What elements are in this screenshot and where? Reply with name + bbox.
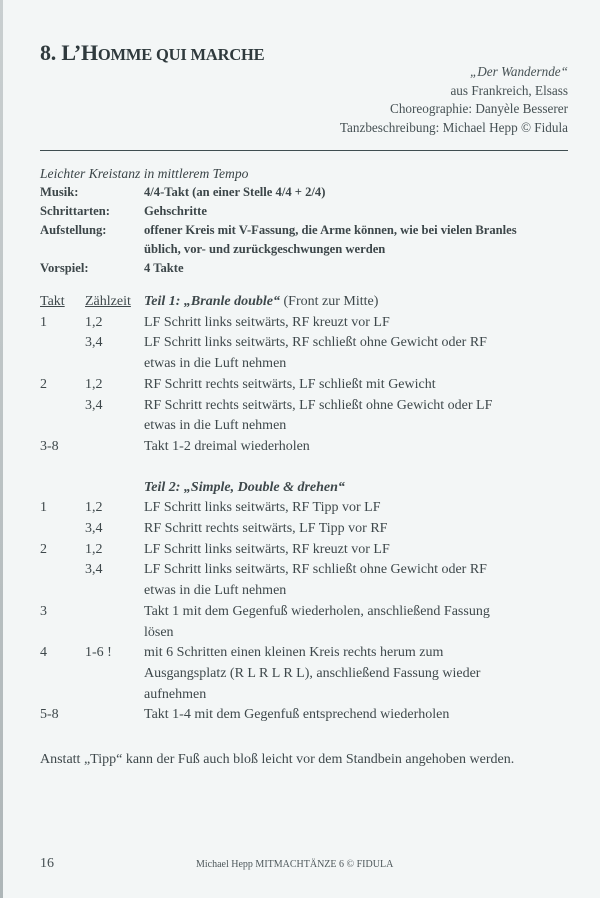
info-row-vorspiel <box>40 259 524 278</box>
table-row <box>40 313 500 334</box>
part1-heading <box>144 292 500 313</box>
info-row-schrittarten <box>40 202 524 221</box>
info-label: Schrittarten: <box>40 204 110 218</box>
step-text: LF Schritt links seitwärts, RF schließt ohne Gewicht oder RF etwas in die Luft nehmen <box>144 562 487 599</box>
step-text: RF Schritt rechts seitwärts, LF schließt mit Gewicht <box>144 376 436 392</box>
count-cell: 3,4 <box>85 335 103 351</box>
count-cell: 1,2 <box>85 314 103 330</box>
step-table <box>40 292 500 726</box>
count-cell: 3,4 <box>85 562 103 578</box>
step-table-header <box>40 292 500 313</box>
takt-cell: 3-8 <box>40 438 59 454</box>
info-label: Vorspiel: <box>40 261 89 275</box>
count-cell: 1,2 <box>85 541 103 557</box>
dance-meta <box>340 63 568 137</box>
page-edge <box>0 0 3 898</box>
step-text: LF Schritt links seitwärts, RF kreuzt vor LF <box>144 541 390 557</box>
table-row <box>40 396 500 437</box>
takt-cell <box>40 333 85 374</box>
header-divider <box>40 150 568 151</box>
table-row <box>40 540 500 561</box>
step-text: LF Schritt links seitwärts, RF kreuzt vor LF <box>144 314 390 330</box>
step-text: mit 6 Schritten einen kleinen Kreis rechts herum zum Ausgangsplatz (R L R L R L), anschließend Fassung wieder aufnehmen <box>144 645 481 702</box>
title-smallcaps-2: QUI MARCHE <box>152 45 265 64</box>
table-row <box>40 602 500 643</box>
table-row <box>40 333 500 374</box>
book-title-footer: Michael Hepp MITMACHTÄNZE 6 © FIDULA <box>196 859 394 870</box>
part2-title: Teil 2: „Simple, Double & drehen“ <box>144 479 345 495</box>
count-cell: 1,2 <box>85 376 103 392</box>
column-header-takt: Takt <box>40 294 65 309</box>
column-header-zaehlzeit: Zählzeit <box>85 294 131 309</box>
takt-cell <box>40 519 85 540</box>
footnote: Anstatt „Tipp“ kann der Fuß auch bloß leicht vor dem Standbein angehoben werden. <box>40 752 515 767</box>
step-text: LF Schritt links seitwärts, RF Tipp vor LF <box>144 500 381 516</box>
dance-intro <box>40 164 524 278</box>
takt-cell: 2 <box>40 541 47 557</box>
empty-cell <box>40 478 85 499</box>
choreography-credit: Choreographie: Danyèle Besserer <box>390 101 568 117</box>
table-row <box>40 437 500 458</box>
step-text: Takt 1 mit dem Gegenfuß wiederholen, anschließend Fassung lösen <box>144 603 490 640</box>
title-smallcaps-1: OMME <box>97 45 153 64</box>
info-row-musik <box>40 183 524 202</box>
table-row <box>40 498 500 519</box>
part2-heading-row <box>40 478 500 499</box>
info-value: offener Kreis mit V-Fassung, die Arme können, wie bei vielen Branles üblich, vor- und zurückgeschwungen werden <box>144 223 517 256</box>
info-value: Gehschritte <box>144 204 207 218</box>
takt-cell: 4 <box>40 645 47 661</box>
step-text: RF Schritt rechts seitwärts, LF Tipp vor RF <box>144 521 388 537</box>
count-cell: 1-6 ! <box>85 645 112 661</box>
title-prefix: 8. L’H <box>40 40 98 65</box>
step-text: LF Schritt links seitwärts, RF schließt ohne Gewicht oder RF etwas in die Luft nehmen <box>144 335 487 372</box>
takt-cell: 1 <box>40 500 47 516</box>
count-cell: 3,4 <box>85 521 103 537</box>
takt-cell: 2 <box>40 376 47 392</box>
table-row <box>40 643 500 705</box>
takt-cell <box>40 396 85 437</box>
info-value: 4/4-Takt (an einer Stelle 4/4 + 2/4) <box>144 185 326 199</box>
info-label: Musik: <box>40 185 79 199</box>
step-text: Takt 1-4 mit dem Gegenfuß entsprechend wiederholen <box>144 707 450 723</box>
count-cell: 1,2 <box>85 500 103 516</box>
count-cell: 3,4 <box>85 397 103 413</box>
table-row <box>40 705 500 726</box>
dance-subtitle: „Der Wandernde“ <box>469 64 568 79</box>
takt-cell <box>40 560 85 601</box>
table-row <box>40 375 500 396</box>
info-row-aufstellung <box>40 221 524 259</box>
takt-cell: 3 <box>40 603 47 619</box>
empty-cell <box>85 478 144 499</box>
takt-cell: 1 <box>40 314 47 330</box>
count-cell <box>85 705 144 726</box>
table-row <box>40 519 500 540</box>
count-cell <box>85 437 144 458</box>
table-row <box>40 560 500 601</box>
section-gap <box>40 458 500 478</box>
dance-title <box>40 40 264 66</box>
page-number: 16 <box>40 856 54 871</box>
part1-title-suffix: (Front zur Mitte) <box>280 294 379 309</box>
part1-title: Teil 1: „Branle double“ <box>144 294 280 309</box>
count-cell <box>85 602 144 643</box>
step-text: Takt 1-2 dreimal wiederholen <box>144 438 310 454</box>
info-value: 4 Takte <box>144 261 184 275</box>
intro-lead: Leichter Kreistanz in mittlerem Tempo <box>40 166 249 181</box>
info-label: Aufstellung: <box>40 223 107 237</box>
description-credit: Tanzbeschreibung: Michael Hepp © Fidula <box>339 119 568 135</box>
step-text: RF Schritt rechts seitwärts, LF schließt ohne Gewicht oder LF etwas in die Luft nehmen <box>144 397 493 434</box>
dance-origin: aus Frankreich, Elsass <box>450 82 568 98</box>
takt-cell: 5-8 <box>40 707 59 723</box>
